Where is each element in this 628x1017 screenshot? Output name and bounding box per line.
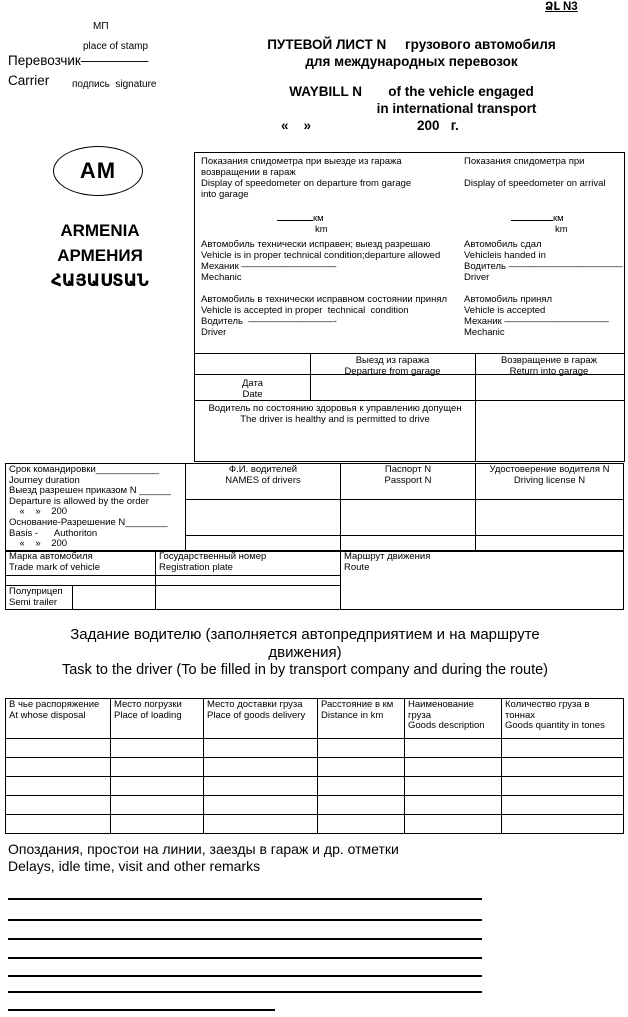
title-en-line2: in international transport [376, 101, 537, 116]
trade-mark-en: Trade mark of vehicle [9, 561, 100, 573]
col-disposal-ru: В чье распоряжение [9, 699, 100, 710]
driver-health-en: The driver is healthy and is permitted to drive [240, 414, 430, 425]
task-cell [405, 796, 502, 815]
km-label-cyr: км [553, 213, 564, 224]
mechanic-line-ru: Механик —————————— [201, 261, 337, 272]
drivers-table [5, 463, 624, 552]
garage-departure-ru: Выезд из гаража [355, 355, 430, 366]
passport-ru: Паспорт N [384, 464, 432, 475]
remarks-write-line [8, 898, 482, 900]
task-cell [502, 796, 624, 815]
form-number: ՁԼ N3 [545, 1, 578, 13]
title-en-line1: WAYBILL N of the vehicle engaged [289, 84, 534, 99]
country-name-ru: АРМЕНИЯ [57, 246, 143, 265]
col-loading-en: Place of loading [114, 709, 182, 721]
semi-trailer-ru: Полуприцеп [9, 586, 63, 597]
task-table [5, 698, 624, 834]
registration-header [156, 551, 341, 576]
task-heading-en: Task to the driver (To be filled in by transport company and during the route) [61, 662, 548, 678]
km-blank-left [277, 212, 324, 224]
km-write-line [511, 212, 553, 221]
speed-left-ru1: Показания спидометра при выезде из гаража [201, 156, 402, 167]
journey-info-cell [6, 464, 186, 552]
km-label-cyr: км [313, 213, 324, 224]
stamp-mp-label: МП [93, 21, 109, 32]
drivers-names-en: NAMES of drivers [225, 474, 301, 486]
driver-health-ru: Водитель по состоянию здоровья к управлению допущен [208, 403, 462, 414]
route-en: Route [344, 561, 370, 573]
km-label-lat-left: km [315, 224, 328, 235]
title-ru-line2: для международных перевозок [305, 54, 518, 69]
trade-mark-header [6, 551, 156, 576]
license-cell [476, 500, 624, 535]
speed-left-en2: into garage [201, 189, 249, 200]
table-line [195, 353, 624, 354]
carrier-label-en: Carrier [8, 73, 50, 88]
task-cell [6, 815, 111, 834]
task-cell [502, 758, 624, 777]
remarks-write-line-short [8, 1009, 275, 1011]
passport-cell [341, 535, 476, 551]
speed-right-ru1: Показания спидометра при [464, 156, 585, 167]
task-cell [405, 739, 502, 758]
task-cell [318, 777, 405, 796]
task-cell [204, 777, 318, 796]
garage-departure-en: Departure from garage [344, 366, 441, 377]
country-code: AM [79, 158, 117, 183]
task-cell [502, 815, 624, 834]
accepted-left-ru: Автомобиль в технически исправном состоянии принял [201, 294, 448, 305]
task-heading-ru1: Задание водителю (заполняется автопредприятием и на маршруте [70, 626, 540, 643]
driver-name-cell [186, 535, 341, 551]
task-cell [318, 739, 405, 758]
speed-right-en1: Display of speedometer on arrival [464, 178, 606, 189]
col-goods-ru: Наименование груза [408, 699, 474, 721]
tech-ok-en: Vehicle is in proper technical condition;departure allowed [201, 250, 441, 261]
accepted-right-ru: Автомобиль принял [464, 294, 553, 305]
handed-en: Vehicleis handed in [464, 250, 546, 261]
task-cell [111, 739, 204, 758]
remarks-write-line [8, 957, 482, 959]
drivers-names-ru: Ф.И. водителей [228, 464, 298, 475]
carrier-label-ru: Перевозчик————— [8, 53, 149, 68]
departure-order-en: Departure is allowed by the order [9, 495, 149, 507]
col-goods-header [405, 699, 502, 739]
basis-date-blank: « » 200 [9, 538, 68, 550]
license-ru: Удостоверение водителя N [489, 464, 610, 475]
task-cell [502, 777, 624, 796]
driver-name-cell [186, 500, 341, 535]
task-cell [502, 739, 624, 758]
garage-return-ru: Возвращение в гараж [500, 355, 598, 366]
country-oval-stamp [53, 146, 143, 196]
title-spacer [195, 70, 628, 83]
mechanic-line-en: Mechanic [201, 272, 242, 283]
garage-date-en: Date [242, 389, 263, 400]
task-cell [6, 758, 111, 777]
col-delivery-ru: Место доставки груза [207, 699, 303, 710]
table-line [195, 400, 624, 401]
semi-trailer-en: Semi trailer [9, 596, 58, 608]
col-delivery-header [204, 699, 318, 739]
task-cell [6, 777, 111, 796]
accepted-right-en: Vehicle is accepted [464, 305, 546, 316]
handed-driver-ru: Водитель ———————————— [464, 261, 623, 272]
title-date-line [195, 117, 628, 134]
drivers-names-header [186, 464, 341, 500]
stamp-place-label: place of stamp [83, 41, 149, 52]
route-cell [341, 551, 624, 610]
task-cell [111, 796, 204, 815]
task-cell [6, 739, 111, 758]
remarks-ru: Опоздания, простои на линии, заезды в гараж и др. отметки [8, 841, 399, 857]
remarks-en: Delays, idle time, visit and other remarks [8, 858, 261, 874]
task-cell [204, 815, 318, 834]
accepted-left-en: Vehicle is accepted in proper technical condition [201, 305, 409, 316]
order-date-blank: « » 200 [9, 506, 68, 518]
km-blank-right [511, 212, 564, 224]
col-loading-ru: Место погрузки [114, 699, 182, 710]
registration-cell [156, 576, 341, 586]
garage-date-ru: Дата [241, 378, 264, 389]
speedometer-box [194, 152, 625, 462]
remarks-write-line [8, 991, 482, 993]
journey-duration-en: Journey duration [9, 474, 80, 486]
task-cell [111, 815, 204, 834]
col-quantity-en: Goods quantity in tones [505, 720, 605, 732]
task-cell [318, 815, 405, 834]
col-quantity-ru: Количество груза в тоннах [505, 699, 590, 721]
signature-label: подпись signature [72, 79, 157, 90]
task-cell [405, 777, 502, 796]
accepted-mech-ru: Механик ——————————— [464, 316, 609, 327]
col-distance-en: Distance in km [321, 709, 384, 721]
handed-driver-en: Driver [464, 272, 490, 283]
task-heading-ru2: движения) [268, 644, 342, 661]
col-quantity-header [502, 699, 624, 739]
remarks-write-line [8, 975, 482, 977]
basis-ru: Основание-Разрешение N________ [9, 516, 168, 528]
country-name-en: ARMENIA [60, 221, 140, 240]
registration-ru: Государственный номер [159, 551, 267, 562]
task-cell [405, 758, 502, 777]
semi-trailer-header [6, 586, 73, 610]
task-cell [204, 739, 318, 758]
km-label-lat-right: km [555, 224, 568, 235]
task-cell [111, 777, 204, 796]
accepted-mech-en: Mechanic [464, 327, 505, 338]
col-distance-ru: Расстояние в км [321, 699, 394, 710]
task-cell [204, 758, 318, 777]
remarks-write-line [8, 938, 482, 940]
route-ru: Маршрут движения [344, 551, 431, 562]
task-cell [405, 815, 502, 834]
remarks-write-line [8, 919, 482, 921]
task-cell [318, 796, 405, 815]
accepted-driver-en: Driver [201, 327, 227, 338]
passport-cell [341, 500, 476, 535]
task-cell [204, 796, 318, 815]
basis-en: Basis - Authoriton [9, 527, 98, 539]
registration-en: Registration plate [159, 561, 233, 573]
journey-duration-ru: Срок командировки____________ [9, 464, 160, 475]
license-header [476, 464, 624, 500]
trade-mark-cell [6, 576, 156, 586]
task-cell [318, 758, 405, 777]
tech-ok-ru: Автомобиль технически исправен; выезд разрешаю [201, 239, 431, 250]
col-loading-header [111, 699, 204, 739]
title-block [195, 36, 628, 134]
col-disposal-en: At whose disposal [9, 709, 86, 721]
passport-en: Passport N [384, 474, 432, 486]
col-delivery-en: Place of goods delivery [207, 709, 306, 721]
accepted-driver-ru: Водитель —————————- [201, 316, 337, 327]
speed-left-ru2: возвращении в гараж [201, 167, 296, 178]
date-year: 200 г. [417, 118, 459, 133]
license-en: Driving license N [513, 474, 586, 486]
col-disposal-header [6, 699, 111, 739]
garage-return-en: Return into garage [509, 366, 589, 377]
passport-header [341, 464, 476, 500]
col-goods-en: Goods description [408, 720, 485, 732]
handed-ru: Автомобиль сдал [464, 239, 542, 250]
km-write-line [277, 212, 313, 221]
country-name-hy: ՀԱՅԱՍՏԱՆ [51, 272, 149, 290]
trade-mark-ru: Марка автомобиля [9, 551, 93, 562]
registration-cell [156, 586, 341, 610]
title-ru-line1: ПУТЕВОЙ ЛИСТ N грузового автомобиля [267, 37, 556, 52]
semi-trailer-cell [73, 586, 156, 610]
task-cell [111, 758, 204, 777]
vehicle-table [5, 550, 624, 610]
col-distance-header [318, 699, 405, 739]
speed-left-en1: Display of speedometer on departure from garage [201, 178, 412, 189]
date-quotes: « » [281, 118, 312, 133]
license-cell [476, 535, 624, 551]
task-cell [6, 796, 111, 815]
departure-order-ru: Выезд разрешен приказом N ______ [9, 485, 171, 497]
